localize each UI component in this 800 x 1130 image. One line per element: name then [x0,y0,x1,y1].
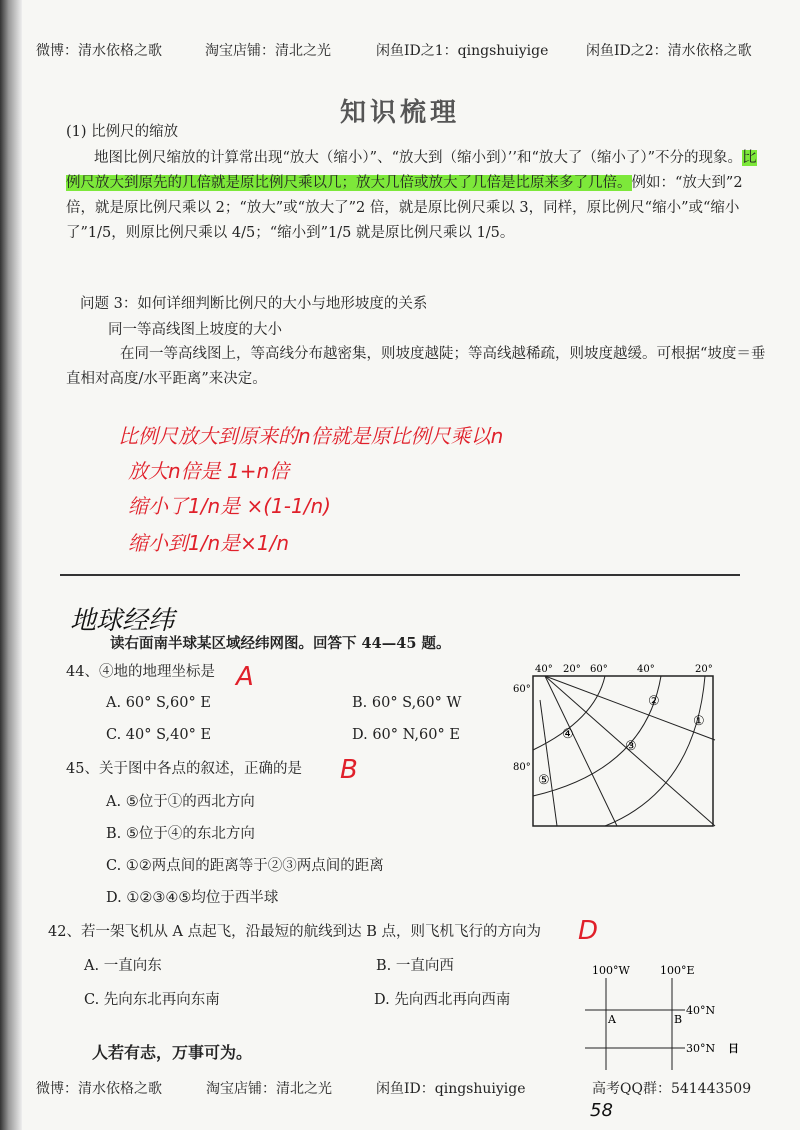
question3-body: 在同一等高线图上，等高线分布越密集，则坡度越陡；等高线越稀疏，则坡度越缓。可根据“坡度＝垂直相对高度/水平距离”来决定。 [66,346,766,387]
handwritten-note: 放大n倍是 1+n倍 [128,459,290,483]
answer-mark: B [340,755,358,785]
map-label: 40°N [686,1004,716,1017]
map-label: 60° [590,664,608,675]
header-taobao: 淘宝店铺：清北之光 [205,43,331,59]
answer-mark: A [236,662,254,692]
map-label: 100°W [592,964,630,977]
map-point: ① [693,714,705,729]
section-paragraph [66,146,766,246]
intro-text: 读右面南半球某区域经纬网图。回答下 44—45 题。 [110,635,451,652]
map-point: ⑤ [538,773,550,788]
map-point: ② [648,694,660,709]
footer-qq: 高考QQ群：541443509 [592,1081,752,1097]
handwritten-note: 缩小到1/n是×1/n [128,531,290,555]
paragraph-text: 地图比例尺缩放的计算常出现“放大（缩小）”、“放大到（缩小到）’’和“放大了（缩小了）”不分的现象。 [94,150,743,166]
map-point: B [674,1013,683,1026]
footer-weibo: 微博：清水依格之歌 [36,1081,162,1097]
question-stem: 42、若一架飞机从 A 点起飞，沿最短的航线到达 B 点，则飞机飞行的方向为 [48,924,542,940]
option: D. 60° N,60° E [352,727,460,743]
option: B. 一直向西 [376,958,454,974]
paragraph-text: 例如：“放大到”2 倍，就是原比例尺乘以 2；“放大”或“放大了”2 倍，就是原比例尺乘以 3，同样，原比例尺“缩小”或“缩小了”1/5，则原比例尺乘以 4/5；“缩小到”1/5 就是原比例尺乘以 1/5。 [66,175,743,241]
option: B. 60° S,60° W [352,695,462,711]
map-label: 日 [728,1042,739,1055]
divider [60,574,740,576]
handwritten-note: 比例尺放大到原来的n倍就是原比例尺乘以n [118,424,504,448]
scan-edge [0,0,22,1130]
map-point: ④ [562,727,574,742]
handwritten-note: 缩小了1/n是 ×(1-1/n) [128,494,331,518]
lat-lon-grid-map [505,660,735,830]
option: D. ①②③④⑤均位于西半球 [106,890,279,906]
header-weibo: 微博：清水依格之歌 [36,43,162,59]
map-label: 20° [695,664,713,675]
map-label: 100°E [660,964,695,977]
map-label: 80° [513,762,531,773]
option: C. 先向东北再向东南 [84,992,220,1008]
highlighted-text: 比例尺放大到原先的几倍就是原比例尺乘以几；放大几倍或放大了几倍是比原来多了几倍。 [66,150,757,191]
header-xianyu1: 闲鱼ID之1：qingshuiyige [376,43,549,59]
motto: 人若有志，万事可为。 [92,1043,253,1062]
question3-heading: 问题 3：如何详细判断比例尺的大小与地形坡度的关系 [80,296,428,312]
section-heading: (1) 比例尺的缩放 [66,124,179,140]
option: A. 60° S,60° E [106,695,211,711]
footer-taobao: 淘宝店铺：清北之光 [206,1081,332,1097]
map-label: 30°N [686,1042,716,1055]
ab-route-map [580,960,760,1070]
header-xianyu2: 闲鱼ID之2：清水依格之歌 [586,43,752,59]
handwritten-heading: 地球经纬 [70,606,175,636]
map-label: 40° [535,664,553,675]
map-label: 20° [563,664,581,675]
question-stem: 45、关于图中各点的叙述，正确的是 [66,761,302,777]
option: A. 一直向东 [84,958,162,974]
map-label: 60° [513,684,531,695]
map-point: ③ [625,739,637,754]
answer-mark: D [578,916,599,946]
page-mark: 58 [590,1100,613,1121]
question-stem: 44、④地的地理坐标是 [66,664,215,680]
page-title: 知识梳理 [340,98,461,128]
option: C. 40° S,40° E [106,727,212,743]
map-point: A [608,1013,616,1026]
option: B. ⑤位于④的东北方向 [106,826,255,842]
map-label: 40° [637,664,655,675]
option: C. ①②两点间的距离等于②③两点间的距离 [106,858,384,874]
option: D. 先向西北再向西南 [374,992,511,1008]
option: A. ⑤位于①的西北方向 [106,794,255,810]
footer-xianyu: 闲鱼ID：qingshuiyige [376,1081,526,1097]
question3-sub: 同一等高线图上坡度的大小 [108,322,282,338]
